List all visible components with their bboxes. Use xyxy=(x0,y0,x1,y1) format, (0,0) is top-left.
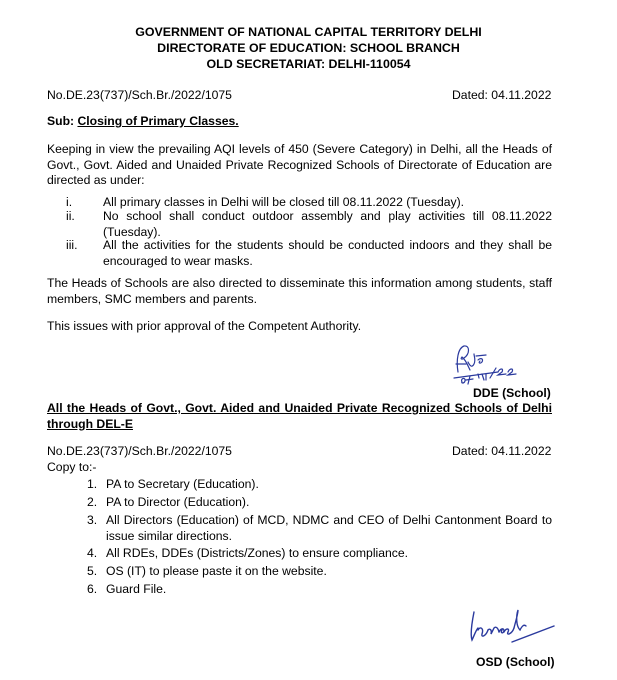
copy-item: PA to Director (Education). xyxy=(106,495,250,509)
copy-item-number: 3. xyxy=(87,513,98,527)
directive-number: i. xyxy=(66,195,73,209)
signature-osd-icon xyxy=(466,600,566,650)
copy-item-number: 2. xyxy=(87,495,98,509)
copy-reference-date: Dated: 04.11.2022 xyxy=(452,444,552,458)
header-directorate: DIRECTORATE OF EDUCATION: SCHOOL BRANCH xyxy=(157,41,460,55)
copy-item-number: 6. xyxy=(87,582,98,596)
subject-line xyxy=(47,114,239,128)
signature-dde-designation: DDE (School) xyxy=(473,386,551,400)
header-address: OLD SECRETARIAT: DELHI-110054 xyxy=(206,57,411,71)
signature-osd-designation: OSD (School) xyxy=(476,655,555,669)
copy-item-number: 1. xyxy=(87,477,98,491)
copy-item-number: 4. xyxy=(87,546,98,560)
dissemination-paragraph: The Heads of Schools are also directed to disseminate this information among students, staff members, SMC members and parents. xyxy=(47,276,552,306)
copy-item: OS (IT) to please paste it on the website. xyxy=(106,564,327,578)
directive-number: ii. xyxy=(66,209,75,223)
copy-item-number: 5. xyxy=(87,564,98,578)
directive-text: All primary classes in Delhi will be closed till 08.11.2022 (Tuesday). xyxy=(103,195,465,209)
approval-paragraph: This issues with prior approval of the Competent Authority. xyxy=(47,319,362,333)
copy-item: All Directors (Education) of MCD, NDMC and CEO of Delhi Cantonment Board to issue similar directions. xyxy=(106,513,552,543)
copy-item: Guard File. xyxy=(106,582,167,596)
intro-paragraph: Keeping in view the prevailing AQI levels of 450 (Severe Category) in Delhi, all the Heads of Govt., Govt. Aided and Unaided Private Recognized Schools of Directorate of Education are directed as under: xyxy=(47,142,552,187)
header-government: GOVERNMENT OF NATIONAL CAPITAL TERRITORY DELHI xyxy=(135,25,482,39)
copy-reference-number: No.DE.23(737)/Sch.Br./2022/1075 xyxy=(47,444,232,458)
directive-text: All the activities for the students should be conducted indoors and they shall be encouraged to wear masks. xyxy=(103,238,552,268)
subject-label: Sub: xyxy=(47,114,75,128)
directive-number: iii. xyxy=(66,238,78,252)
reference-number: No.DE.23(737)/Sch.Br./2022/1075 xyxy=(47,88,232,102)
directive-text: No school shall conduct outdoor assembly and play activities till 08.11.2022 (Tuesday). xyxy=(103,209,552,239)
copy-to-label: Copy to:- xyxy=(47,460,97,474)
signature-dde-icon xyxy=(452,342,552,388)
addressee: All the Heads of Govt., Govt. Aided and Unaided Private Recognized Schools of Delhi through DEL-E xyxy=(47,401,552,431)
subject-text: Closing of Primary Classes. xyxy=(77,114,239,128)
copy-item: PA to Secretary (Education). xyxy=(106,477,259,491)
reference-date: Dated: 04.11.2022 xyxy=(452,88,552,102)
copy-item: All RDEs, DDEs (Districts/Zones) to ensure compliance. xyxy=(106,546,409,560)
